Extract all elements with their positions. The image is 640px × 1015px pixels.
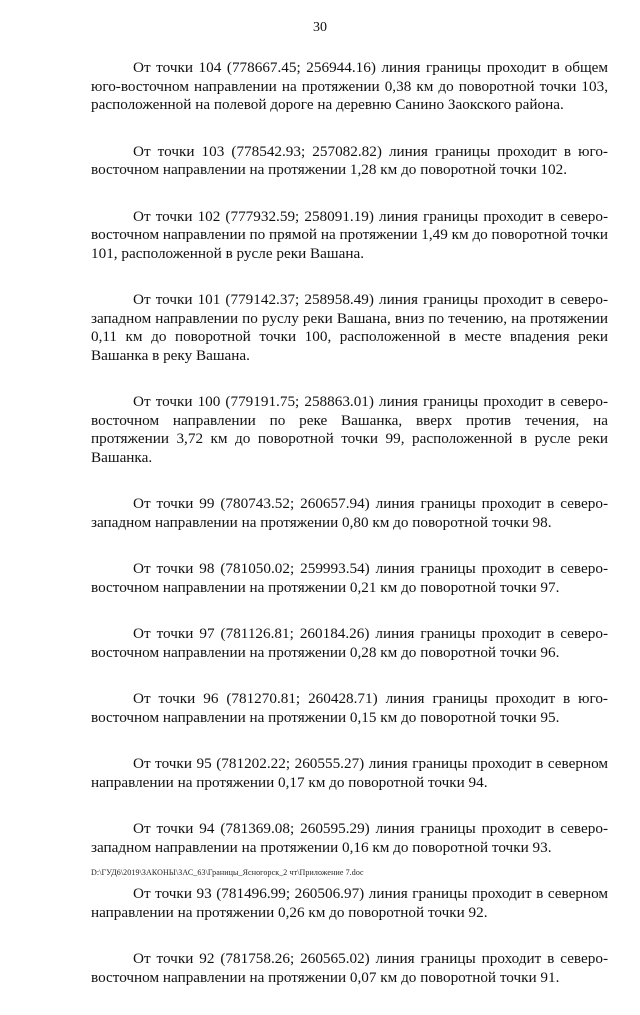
boundary-paragraph-100: От точки 100 (779191.75; 258863.01) линия границы проходит в северо-восточном направлении по реке Вашанка, вверх против течения, на протяжении 3,72 км до поворотной точки 99, расположенной в русле реки Вашанка. bbox=[91, 393, 608, 466]
boundary-paragraph-101: От точки 101 (779142.37; 258958.49) линия границы проходит в северо-западном направлении по руслу реки Вашана, вниз по течению, на протяжении 0,11 км до поворотной точки 100, расположенной в месте впадения реки Вашанка в реку Вашана. bbox=[91, 291, 608, 364]
boundary-paragraph-97: От точки 97 (781126.81; 260184.26) линия границы проходит в северо-восточном направлении на протяжении 0,28 км до поворотной точки 96. bbox=[91, 625, 608, 661]
boundary-paragraph-104: От точки 104 (778667.45; 256944.16) линия границы проходит в общем юго-восточном направлении на протяжении 0,38 км до поворотной точки 103, расположенной на полевой дороге на деревню Санино Заокского района. bbox=[91, 59, 608, 113]
boundary-paragraph-98: От точки 98 (781050.02; 259993.54) линия границы проходит в северо-восточном направлении на протяжении 0,21 км до поворотной точки 97. bbox=[91, 560, 608, 596]
boundary-paragraph-93: От точки 93 (781496.99; 260506.97) линия границы проходит в северном направлении на протяжении 0,26 км до поворотной точки 92. bbox=[91, 885, 608, 921]
boundary-paragraph-103: От точки 103 (778542.93; 257082.82) линия границы проходит в юго-восточном направлении на протяжении 1,28 км до поворотной точки 102. bbox=[91, 142, 608, 178]
boundary-paragraph-92: От точки 92 (781758.26; 260565.02) линия границы проходит в северо-восточном направлении на протяжении 0,07 км до поворотной точки 91. bbox=[91, 950, 608, 986]
boundary-paragraph-102: От точки 102 (777932.59; 258091.19) линия границы проходит в северо-восточном направлении по прямой на протяжении 1,49 км до поворотной точки 101, расположенной в русле реки Вашана. bbox=[91, 207, 608, 262]
boundary-paragraph-94: От точки 94 (781369.08; 260595.29) линия границы проходит в северо-западном направлении на протяжении 0,16 км до поворотной точки 93. bbox=[91, 820, 608, 856]
page-number: 30 bbox=[313, 20, 327, 35]
boundary-paragraph-95: От точки 95 (781202.22; 260555.27) линия границы проходит в северном направлении на протяжении 0,17 км до поворотной точки 94. bbox=[91, 755, 608, 791]
boundary-paragraph-96: От точки 96 (781270.81; 260428.71) линия границы проходит в юго-восточном направлении на протяжении 0,15 км до поворотной точки 95. bbox=[91, 690, 608, 726]
footer-file-path: D:\ГУД6\2019\ЗАКОНЫ\ЗАС_63\Границы_Ясногорск_2 чт\Приложение 7.doc bbox=[91, 868, 364, 877]
boundary-paragraph-99: От точки 99 (780743.52; 260657.94) линия границы проходит в северо-западном направлении на протяжении 0,80 км до поворотной точки 98. bbox=[91, 495, 608, 531]
